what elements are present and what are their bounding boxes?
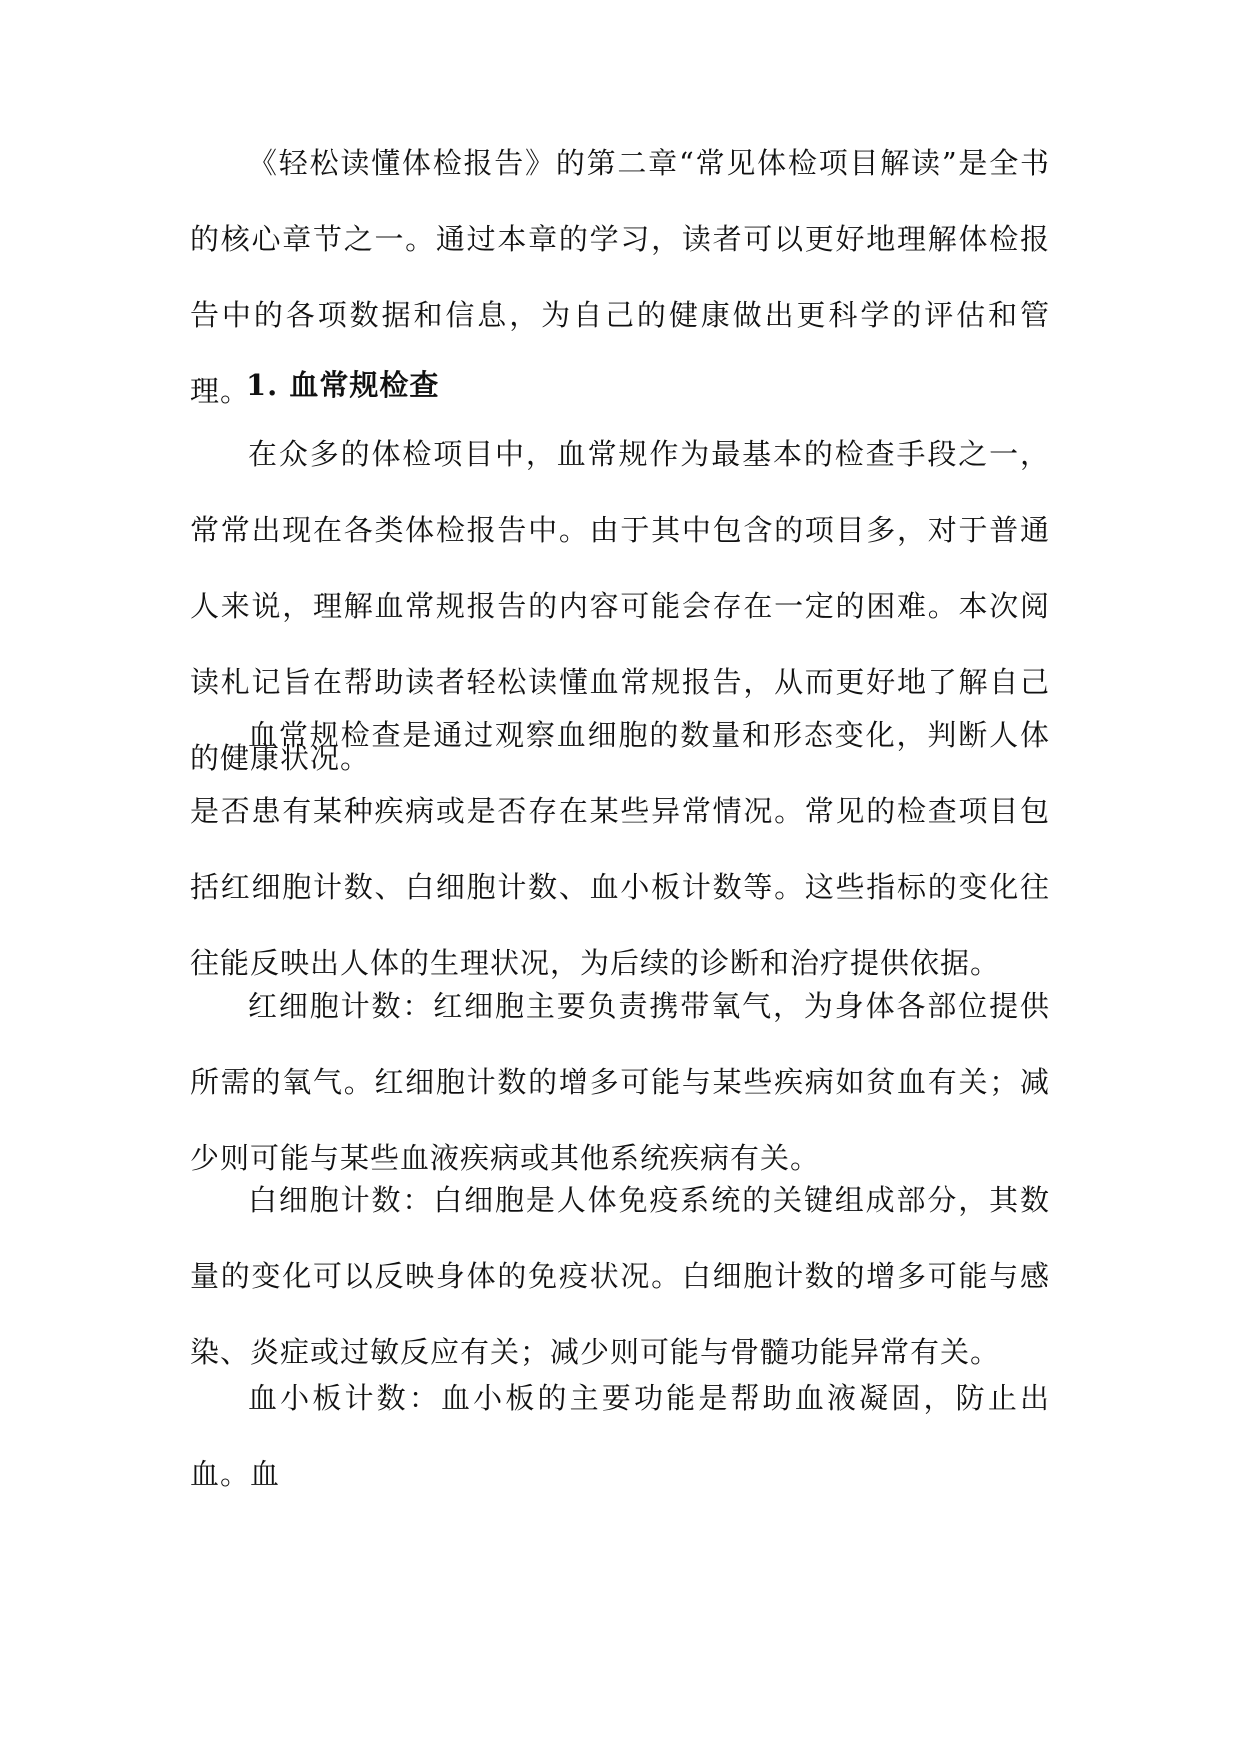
paragraph-platelet-count: 血小板计数：血小板的主要功能是帮助血液凝固，防止出血。血 (190, 1381, 1050, 1491)
section-heading-blood-routine: 1. 血常规检查 (246, 368, 440, 402)
intro-paragraph: 《轻松读懂体检报告》的第二章“常见体检项目解读”是全书的核心章节之一。通过本章的学习，读者可以更好地理解体检报告中的各项数据和信息，为自己的健康做出更科学的评估和管理。 (190, 146, 1050, 408)
paragraph-blood-routine-intro: 在众多的体检项目中，血常规作为最基本的检查手段之一，常常出现在各类体检报告中。由于其中包含的项目多，对于普通人来说，理解血常规报告的内容可能会存在一定的困难。本次阅读札记旨在帮助读者轻松读懂血常规报告，从而更好地了解自己的健康状况。 (190, 437, 1050, 775)
paragraph-white-cell-count: 白细胞计数：白细胞是人体免疫系统的关键组成部分，其数量的变化可以反映身体的免疫状况。白细胞计数的增多可能与感染、炎症或过敏反应有关；减少则可能与骨髓功能异常有关。 (190, 1183, 1050, 1369)
paragraph-red-cell-count: 红细胞计数：红细胞主要负责携带氧气，为身体各部位提供所需的氧气。红细胞计数的增多可能与某些疾病如贫血有关；减少则可能与某些血液疾病或其他系统疾病有关。 (190, 989, 1050, 1175)
paragraph-blood-routine-definition: 血常规检查是通过观察血细胞的数量和形态变化，判断人体是否患有某种疾病或是否存在某些异常情况。常见的检查项目包括红细胞计数、白细胞计数、血小板计数等。这些指标的变化往往能反映出人体的生理状况，为后续的诊断和治疗提供依据。 (190, 718, 1050, 980)
